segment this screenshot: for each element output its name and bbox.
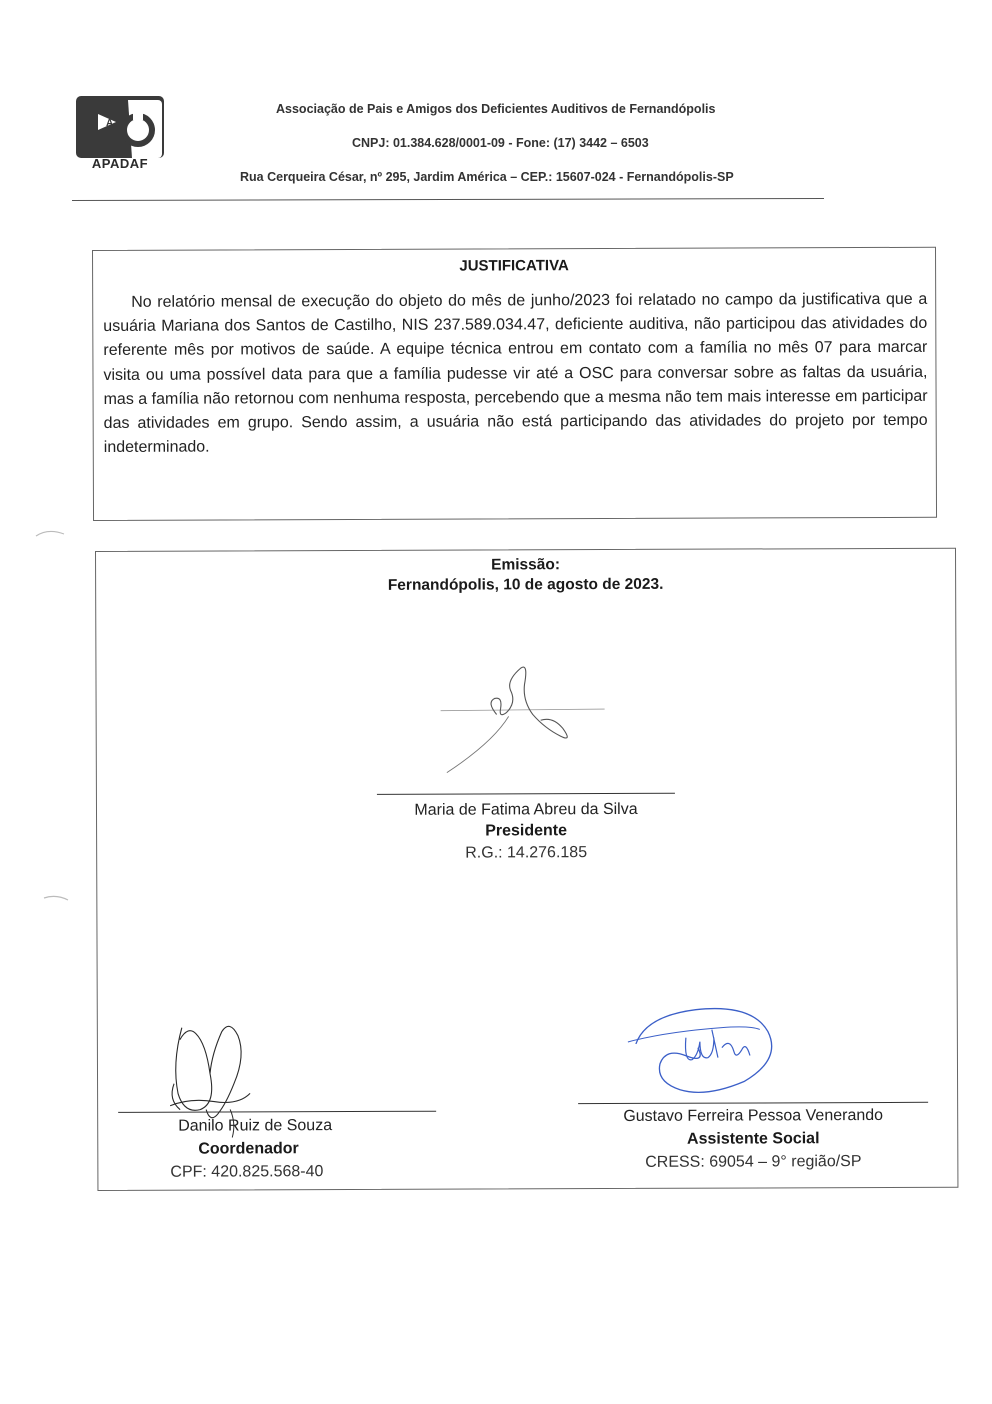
social-worker-role: Assistente Social bbox=[686, 1130, 820, 1148]
coordinator-cpf: CPF: 420.825.568-40 bbox=[170, 1163, 324, 1181]
emission-date: Fernandópolis, 10 de agosto de 2023. bbox=[387, 575, 664, 594]
organization-address: Rua Cerqueira César, nº 295, Jardim América – CEP.: 15607-024 - Fernandópolis-SP bbox=[240, 170, 734, 184]
coordinator-signature-line bbox=[118, 1111, 436, 1113]
social-worker-signature-line bbox=[578, 1102, 928, 1104]
logo-text: APADAF bbox=[91, 156, 149, 171]
scan-artifact-mark bbox=[34, 526, 68, 540]
social-worker-signature bbox=[626, 1001, 786, 1102]
president-signature-line bbox=[377, 793, 675, 795]
social-worker-cress: CRESS: 69054 – 9° região/SP bbox=[645, 1153, 862, 1171]
coordinator-name: Danilo Ruiz de Souza bbox=[178, 1117, 333, 1135]
president-name: Maria de Fatima Abreu da Silva bbox=[414, 800, 638, 819]
organization-cnpj-phone: CNPJ: 01.384.628/0001-09 - Fone: (17) 3442 – 6503 bbox=[352, 136, 649, 150]
scan-artifact-mark bbox=[42, 890, 72, 904]
header-divider bbox=[72, 198, 824, 201]
organization-name: Associação de Pais e Amigos dos Deficientes Auditivos de Fernandópolis bbox=[276, 102, 716, 116]
justificativa-text: No relatório mensal de execução do objeto do mês de junho/2023 foi relatado no campo da justificativa que a usuária Mariana dos Santos de Castilho, NIS 237.589.034.47, deficiente auditiva, não participou das atividades do referente mês por motivos de saúde. A equipe técnica entrou em contato com a família no mês 07 para marcar visita ou uma possível data para que a família pudesse vir até a OSC para conversar sobre as faltas da usuária, mas a família não retornou com nenhuma resposta, percebendo que a mesma não tem mais interesse em participar das atividades em grupo. Sendo assim, a usuária não está participando das atividades do projeto por tempo indeterminado. bbox=[103, 290, 928, 457]
signatures-section bbox=[95, 548, 958, 1191]
president-signature bbox=[436, 662, 606, 778]
justificativa-title: JUSTIFICATIVA bbox=[459, 257, 569, 275]
justificativa-section bbox=[92, 247, 937, 521]
svg-text:A: A bbox=[106, 118, 114, 129]
ear-logo-icon bbox=[76, 96, 164, 158]
social-worker-name: Gustavo Ferreira Pessoa Venerando bbox=[623, 1106, 884, 1125]
coordinator-role: Coordenador bbox=[198, 1140, 299, 1158]
president-rg: R.G.: 14.276.185 bbox=[465, 844, 588, 862]
president-role: Presidente bbox=[485, 822, 568, 840]
emission-label: Emissão: bbox=[491, 556, 561, 574]
apadaf-logo bbox=[76, 96, 164, 174]
